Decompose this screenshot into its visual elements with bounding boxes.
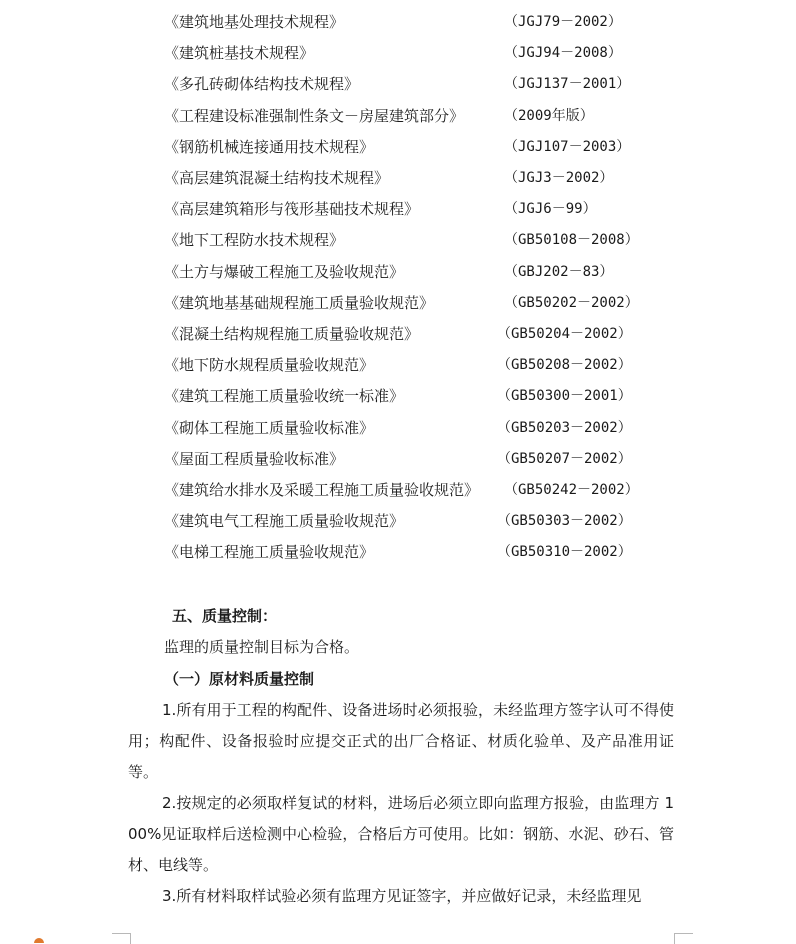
standard-row	[164, 447, 784, 471]
section-heading: 五、质量控制：	[172, 607, 278, 625]
standard-title: 《建筑地基处理技术规程》	[164, 13, 345, 31]
standard-row	[164, 72, 784, 96]
standard-code: （GB50108－2008）	[504, 232, 639, 249]
standard-title: 《建筑电气工程施工质量验收规范》	[164, 512, 405, 531]
standard-title: 《多孔砖砌体结构技术规程》	[164, 75, 360, 94]
paragraph-2: 2.按规定的必须取样复试的材料，进场后必须立即向监理方报验，由监理方 100%见证取样后送检测中心检验，合格后方可使用。比如：钢筋、水泥、砂石、管材、电线等。	[128, 794, 674, 874]
standard-code: （2009年版）	[504, 107, 594, 124]
standard-title: 《建筑工程施工质量验收统一标准》	[164, 387, 405, 406]
standard-row	[164, 540, 784, 564]
standard-code: （GB50300－2001）	[497, 388, 632, 405]
standard-code: （GB50203－2002）	[497, 419, 632, 436]
standard-code: （GB50303－2002）	[497, 513, 632, 530]
page-corner-mark-right	[674, 933, 693, 944]
standard-row	[164, 509, 784, 533]
paragraph-1: 1.所有用于工程的构配件、设备进场时必须报验，未经监理方签字认可不得使用；构配件、设备报验时应提交正式的出厂合格证、材质化验单、及产品准用证等。	[128, 701, 674, 781]
standard-title: 《建筑给水排水及采暖工程施工质量验收规范》	[164, 481, 480, 499]
section-subheading: （一）原材料质量控制	[164, 670, 315, 688]
section-intro: 监理的质量控制目标为合格。	[164, 638, 360, 656]
standard-row	[164, 322, 784, 346]
standard-row	[164, 384, 784, 408]
standard-code: （GBJ202－83）	[504, 263, 614, 280]
standard-title: 《建筑桩基技术规程》	[164, 44, 315, 63]
standard-title: 《电梯工程施工质量验收规范》	[164, 543, 375, 562]
standard-code: （JGJ79－2002）	[504, 14, 622, 30]
standard-row	[164, 228, 784, 252]
standard-title: 《混凝土结构规程施工质量验收规范》	[164, 325, 420, 343]
standard-row	[164, 135, 784, 159]
standard-title: 《高层建筑混凝土结构技术规程》	[164, 169, 390, 187]
standard-code: （GB50310－2002）	[497, 544, 632, 561]
standard-title: 《钢筋机械连接通用技术规程》	[164, 137, 375, 156]
standard-row	[164, 291, 784, 315]
standard-title: 《地下工程防水技术规程》	[164, 231, 345, 250]
standard-row	[164, 197, 784, 221]
standard-row	[164, 41, 784, 65]
standard-row	[164, 166, 784, 190]
standard-title: 《砌体工程施工质量验收标准》	[164, 418, 375, 437]
standard-title: 《土方与爆破工程施工及验收规范》	[164, 262, 405, 281]
standard-row	[164, 260, 784, 284]
page-corner-mark-left	[112, 933, 131, 944]
standard-code: （JGJ137－2001）	[504, 76, 631, 93]
standard-code: （GB50207－2002）	[497, 450, 632, 467]
standard-code: （GB50202－2002）	[504, 294, 639, 311]
standard-code: （GB50242－2002）	[504, 482, 639, 498]
standard-code: （JGJ94－2008）	[504, 45, 622, 62]
standard-row	[164, 353, 784, 377]
standard-code: （JGJ107－2003）	[504, 138, 631, 155]
standard-code: （JGJ6－99）	[504, 201, 597, 218]
paragraph-3: 3.所有材料取样试验必须有监理方见证签字，并应做好记录，未经监理见	[162, 887, 642, 905]
standard-title: 《屋面工程质量验收标准》	[164, 449, 345, 468]
standard-title: 《高层建筑箱形与筏形基础技术规程》	[164, 200, 420, 219]
standard-code: （JGJ3－2002）	[504, 170, 614, 186]
standard-row	[164, 104, 784, 128]
standard-row	[164, 10, 784, 34]
standard-row	[164, 416, 784, 440]
standard-title: 《地下防水规程质量验收规范》	[164, 356, 375, 375]
standard-title: 《工程建设标准强制性条文－房屋建筑部分》	[164, 106, 465, 125]
standard-title: 《建筑地基基础规程施工质量验收规范》	[164, 293, 435, 312]
orange-marker-icon	[34, 938, 44, 943]
standard-code: （GB50208－2002）	[497, 357, 632, 374]
standard-row	[164, 478, 784, 502]
standard-code: （GB50204－2002）	[497, 326, 632, 342]
